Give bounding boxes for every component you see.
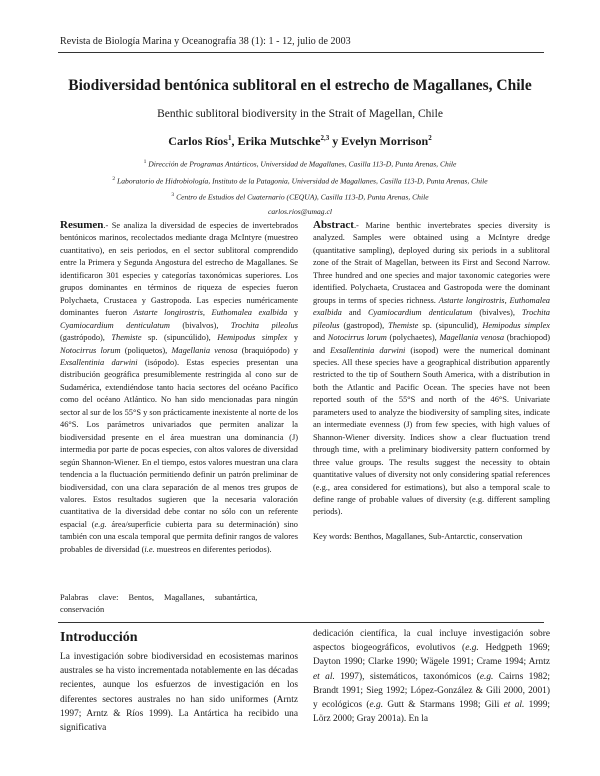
body-text: y [287,308,299,318]
header-rule [58,52,544,53]
italic-text: Hemipodus simplex [482,320,551,330]
italic-text: Exsallentinia darwini [60,357,138,367]
body-text: muestreos en diferentes periodos). [154,544,272,554]
affiliation-line [40,155,560,172]
abstract-heading: Abstract [313,219,354,231]
italic-text: Magellania venosa [439,333,505,343]
body-text: La investigación sobre biodiversidad en ecosistemas marinos australes se ha visto incrementada notablemente en las décadas recientes, aunque los esfuerzos de investigación en los diferentes sectores australes no han sido uniformes (Arntz 1997; Arntz & Ríos 1999). La Antártica ha recibido una significativa [60,652,298,734]
body-text: , [504,295,510,305]
body-text: (polychaetes), [386,333,440,343]
body-text: Hedgpeth 1969; Dayton 1990; Clarke 1990; Wägele 1991; Crame 1994; Arntz [313,643,550,668]
body-text: Gutt & Starmans 1998; Gili [383,700,504,711]
body-text: and [313,333,328,343]
affiliations [40,155,560,219]
body-text: (isopod) were the numerical dominant species. All these species have a geographical distribution apparently restricted to the tip of Southern South America, with a distribution in both the Atlantic and Pacific Ocean. The species have not been reported south of the 55°S and north of the 46°S. Univariate parameters used to analyze the biodiversity of sampling sites, indicate an intermediate evenness (J) from few species, with high values of Shannon-Wiener diversity. Indices show a clear fluctuation trend through time, with a preliminary biodiversity pattern conformed by three value groups. The results suggest the necessity to obtain quantitative values of diversity not only considering spatial references (e.g., area considered for estimations), but also a temporal scale to define range of probable values of diversity (e.g. different sampling periods). [313,345,550,517]
body-text: .- Se analiza la diversidad de especies de invertebrados bentónicos marinos, recolectados mediante draga McIntyre (muestreo cuantitativo), en seis periodos, en el sector sublitoral comprendido entre la Primera y Segunda Angostura del estrecho de Magallanes. Se identificaron 301 especies y categorías taxonómicas superiores. Los grupos dominantes en términos de riqueza de especies fueron Polychaeta, Crustacea y Gastropoda. Las especies numéricamente dominantes fueron [60,221,298,318]
body-text: (bivalves), [472,308,522,318]
italic-text: e.g. [369,700,384,711]
introduccion-right-column [313,627,550,726]
introduccion-left-column [60,650,298,735]
section-rule [58,622,544,623]
italic-text: Astarte longirostris [133,308,203,318]
body-text: área/superficie cubierta para su determinación) sino también con una escala temporal que permita definir rangos de valores probables de diversidad ( [60,519,298,554]
affiliation-line [40,188,560,205]
article-subtitle: Benthic sublitoral biodiversity in the Strait of Magellan, Chile [157,108,443,120]
body-text: (braquiópodo) y [237,345,298,355]
author-affiliation-mark: 2 [428,134,432,142]
author-name: Evelyn Morrison [341,134,429,148]
body-text: (isópodo). Estas especies presentan una distribución geográfica presumiblemente restringida al cono sur de Sudamérica, extendiéndose tanto hacia sectores del océano Pacífico como del océano Atlántico. No han sido mencionadas para ningún sector al sur de los 55°S y son prácticamente inexistente al norte de los 46°S. Los parámetros univariados que permiten analizar la biodiversidad presente en el área muestran una dominancia (J) intermedia por parte de pocas especies, con altos valores de diversidad según Shannon-Wiener. En el tiempo, estos valores muestran una clara tendencia a la fluctuación permitiendo definir un patrón preliminar de biodiversidad, con una clara separación de al menos tres grupos de valores. Estos resultados sugieren que la necesaria valoración cuantitativa de la diversidad debe contar no sólo con un referente espacial ( [60,357,298,529]
body-text: dedicación científica, la cual incluye investigación sobre aspectos biogeográficos, evolutivos ( [313,629,550,654]
body-text: (bivalvos), [169,320,231,330]
author-affiliation-mark: 2,3 [320,134,330,142]
resumen-section [60,219,298,556]
introduccion-heading: Introducción [60,630,138,645]
body-text: sp. (sipuncúlido), [141,333,218,343]
key-words: Key words: Benthos, Magallanes, Sub-Antarctic, conservation [313,532,523,541]
author-name: Erika Mutschke [237,134,321,148]
article-title: Biodiversidad bentónica sublitoral en el estrecho de Magallanes, Chile [68,77,532,94]
body-text: , [202,308,212,318]
contact-email[interactable]: carlos.rios@umag.cl [268,207,332,217]
italic-text: Notocirrus lorum [327,333,387,343]
body-text: y [287,333,299,343]
italic-text: Magellania venosa [171,345,238,355]
body-text: (poliquetos), [120,345,172,355]
body-text: Cairns 1982; Brandt 1991; Sieg 1992; López-González & Gili 2000, 2001) y ecológicos ( [313,671,551,711]
italic-text: Themiste [388,320,419,330]
italic-text: Euthomalea exalbida [211,308,288,318]
abstract-body [313,221,550,516]
italic-text: Cyamiocardium denticulatum [60,320,170,330]
journal-reference: Revista de Biología Marina y Oceanografía 38 (1): 1 - 12, julio de 2003 [60,36,351,47]
italic-text: Exsallentinia darwini [330,345,406,355]
italic-text: Cyamiocardium denticulatum [367,308,473,318]
author-affiliation-mark: 1 [227,134,232,142]
affiliation-line [40,172,560,189]
resumen-heading: Resumen [60,219,104,231]
body-text: 1997), sistemáticos, taxonómicos ( [334,671,480,682]
affiliation-mark: 1 [143,159,147,165]
italic-text: Trochita pileolus [230,320,298,330]
italic-text: Notocirrus lorum [60,345,121,355]
body-text: (gastrópodo), [60,333,112,343]
body-text: (gastropod), [339,320,389,330]
body-text: and [341,308,368,318]
italic-text: et al. [313,671,335,682]
italic-text: e.g. [479,671,494,682]
italic-text: i.e. [144,544,155,554]
author-conjunction: y [329,134,342,148]
body-text: sp. (sipunculid), [418,320,483,330]
italic-text: e.g. [465,643,479,654]
italic-text: Euthomalea exalbida [313,295,550,318]
author-list: Carlos Ríos$^1$, Erika Mutschke$^{2,3}$ y Evelyn Morrison$^2$ [168,134,432,148]
italic-text: e.g. [94,519,107,529]
body-text: (brachiopod) and [313,333,550,355]
affiliation-mark: 3 [171,192,175,199]
body-text: .- Marine benthic invertebrates species diversity is analyzed. Samples were obtained using a McIntyre dredge (quantitative sampling), deployed during six periods in a sublitoral zone of the Strait of Magellan, between its First and Second Narrow. Three hundred and one species and major taxonomic categories were identified. Polychaeta, Crustacea and Gastropoda were the dominant groups in terms of species richness. [313,221,550,305]
abstract-section [313,219,550,519]
author-name: Carlos Ríos [168,134,228,148]
resumen-body [60,221,298,554]
palabras-clave: Palabras clave: Bentos, Magallanes, subantártica, conservación [60,593,258,615]
affiliation-mark: 2 [112,175,116,182]
italic-text: Hemipodus simplex [217,333,288,343]
italic-text: Themiste [111,333,142,343]
body-text: 1999; Lörz 2000; Gray 2001a). En la [313,700,550,725]
affiliation-text: Dirección de Programas Antárticos, Universidad de Magallanes, Casilla 113-D, Punta Arenas, Chile [148,159,457,169]
italic-text: et al. [503,700,525,711]
affiliation-text: Centro de Estudios del Cuaternario (CEQUA), Casilla 113-D, Punta Arenas, Chile [176,193,429,202]
italic-text: Astarte longirostris [438,295,505,305]
italic-text: Trochita pileolus [313,308,550,330]
affiliation-text: Laboratorio de Hidrobiología, Instituto de la Patagonia, Universidad de Magallanes, Casilla 113-D, Punta Arenas, Chile [117,176,488,186]
